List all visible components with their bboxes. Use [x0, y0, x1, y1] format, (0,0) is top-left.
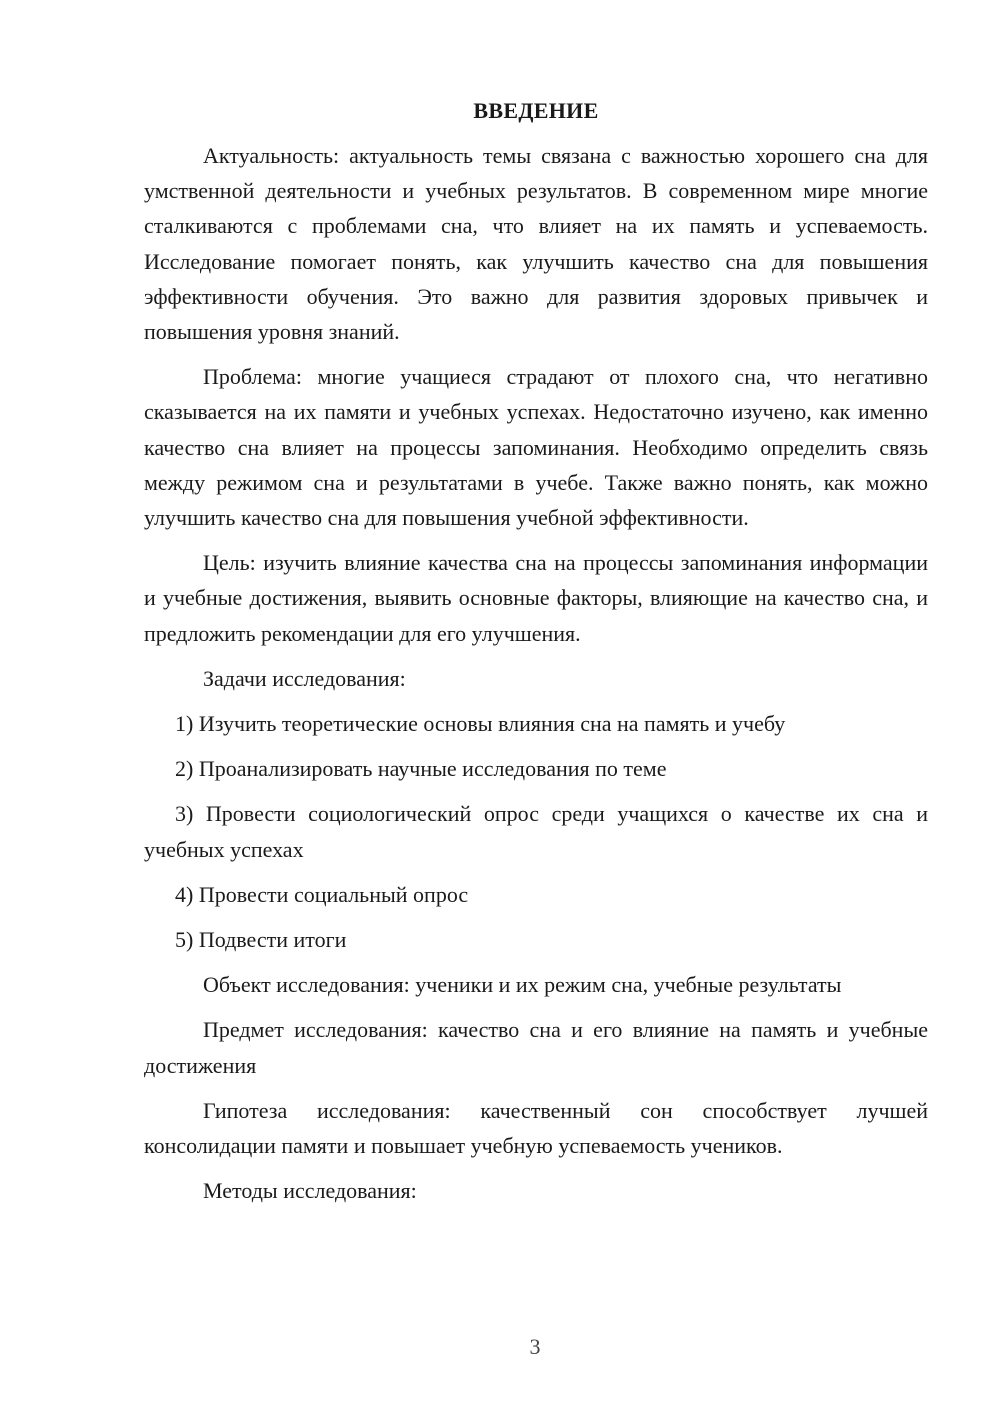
task-item-3: 3) Провести социологический опрос среди учащихся о качестве их сна и учебных успехах — [144, 801, 928, 862]
section-title: ВВЕДЕНИЕ — [473, 98, 599, 123]
task-item-5: 5) Подвести итоги — [175, 927, 347, 953]
paragraph-subject: Предмет исследования: качество сна и его влияние на память и учебные достижения — [144, 1017, 928, 1078]
paragraph-goal: Цель: изучить влияние качества сна на процессы запоминания информации и учебные достижения, выявить основные факторы, влияющие на качество сна, и предложить рекомендации для его улучшения. — [144, 550, 928, 646]
paragraph-object: Объект исследования: ученики и их режим сна, учебные результаты — [203, 972, 842, 998]
paragraph-problem: Проблема: многие учащиеся страдают от плохого сна, что негативно сказывается на их памяти и учебных успехах. Недостаточно изучено, как именно качество сна влияет на процессы запоминания. Необходимо определить связь между режимом сна и результатами в учебе. Также важно понять, как можно улучшить качество сна для повышения учебной эффективности. — [144, 364, 928, 531]
paragraph-methods: Методы исследования: — [203, 1178, 417, 1204]
paragraph-hypothesis: Гипотеза исследования: качественный сон способствует лучшей консолидации памяти и повышает учебную успеваемость учеников. — [144, 1097, 928, 1159]
task-item-1: 1) Изучить теоретические основы влияния сна на память и учебу — [175, 711, 786, 737]
document-page — [144, 96, 928, 1208]
task-item-2: 2) Проанализировать научные исследования по теме — [175, 756, 667, 782]
page-number: 3 — [529, 1334, 541, 1359]
paragraph-relevance: Актуальность: актуальность темы связана с важностью хорошего сна для умственной деятельности и учебных результатов. В современном мире многие сталкиваются с проблемами сна, что влияет на их память и успеваемость. Исследование помогает понять, как улучшить качество сна для повышения эффективности обучения. Это важно для развития здоровых привычек и повышения уровня знаний. — [144, 143, 928, 345]
paragraph-tasks-heading: Задачи исследования: — [203, 665, 406, 691]
task-item-4: 4) Провести социальный опрос — [175, 881, 469, 907]
